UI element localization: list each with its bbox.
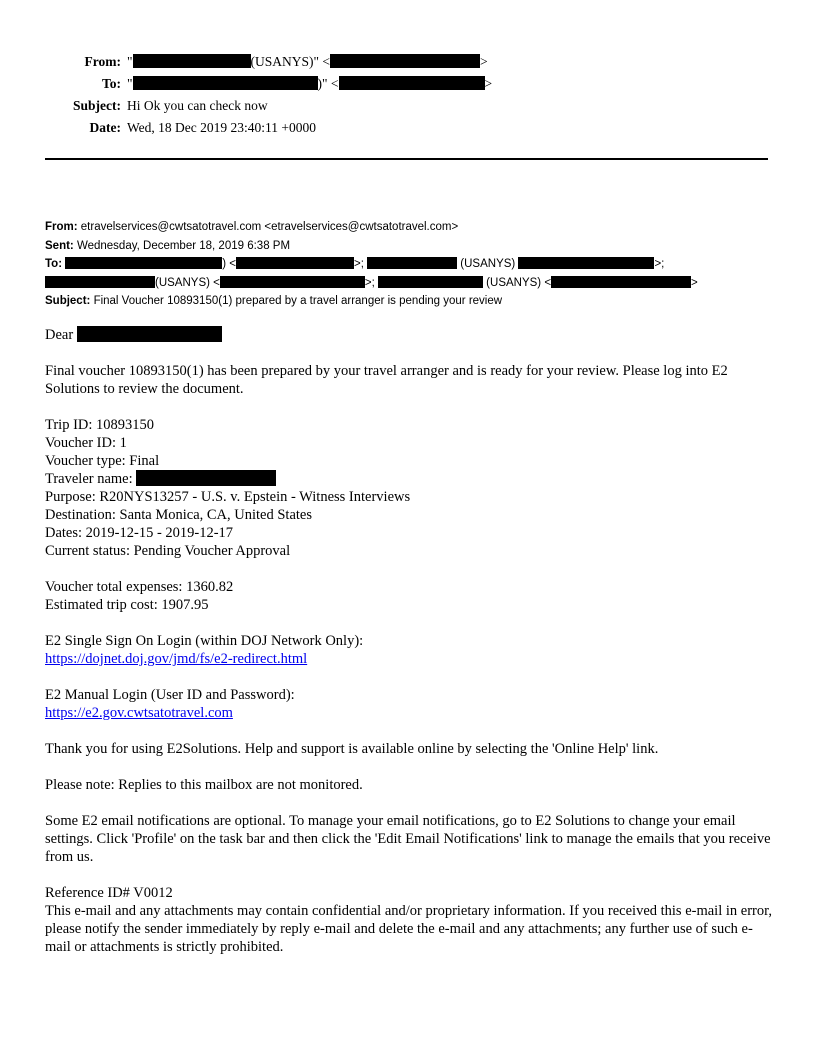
paragraph-spacer [45, 614, 772, 632]
redaction-bar [551, 276, 691, 288]
text-segment: >; [364, 276, 378, 289]
outer-header-field-to [45, 73, 770, 95]
field-label: Sent: [45, 239, 77, 252]
redaction-bar [330, 54, 480, 68]
redaction-bar [236, 257, 354, 269]
reference-id-line: Reference ID# V0012 [45, 885, 173, 901]
header-divider-rule [45, 158, 768, 160]
field-value [127, 73, 492, 95]
field-label: From: [45, 221, 81, 233]
text-segment: > [691, 276, 698, 289]
paragraph-spacer [45, 722, 772, 740]
outer-email-header [45, 51, 770, 139]
text-segment: Wed, 18 Dec 2019 23:40:11 +0000 [127, 120, 316, 135]
forwarded-header-field-sent [45, 237, 772, 256]
text-segment: " [127, 54, 133, 69]
field-label: From: [84, 54, 121, 69]
paragraph-spacer [45, 668, 772, 686]
redaction-bar [45, 276, 155, 288]
sso-login-link[interactable]: https://dojnet.doj.gov/jmd/fs/e2-redirect.html [45, 651, 308, 667]
dates-line: Dates: 2019-12-15 - 2019-12-17 [45, 525, 234, 541]
trip-id-line: Trip ID: 10893150 [45, 417, 155, 433]
purpose-line: Purpose: R20NYS13257 - U.S. v. Epstein - Witness Interviews [45, 489, 411, 505]
manual-login-label: E2 Manual Login (User ID and Password): [45, 687, 295, 703]
redaction-bar [518, 257, 654, 269]
text-segment: (USANYS) < [482, 276, 552, 289]
field-value [127, 117, 316, 139]
paragraph-spacer [45, 866, 772, 884]
email-body [45, 326, 772, 956]
disclaimer-paragraph: This e-mail and any attachments may contain confidential and/or proprietary information. If you received this e-mail in error, please notify the sender immediately by reply e-mail and delete the e-mail and any attachments; any further use of such e-mail or attachments is strictly prohibited. [45, 903, 772, 955]
salutation-line [45, 326, 772, 344]
field-label: Subject: [73, 98, 121, 113]
field-label: Date: [89, 120, 121, 135]
traveler-name-line [45, 470, 772, 488]
field-value [127, 51, 488, 73]
voucher-type-line: Voucher type: Final [45, 453, 160, 469]
text-segment: (USANYS)" < [250, 54, 331, 69]
redaction-bar [65, 257, 222, 269]
voucher-id-line: Voucher ID: 1 [45, 435, 127, 451]
manual-login-link-line [45, 704, 772, 722]
sso-login-link-line [45, 650, 772, 668]
text-segment: >; [353, 258, 368, 270]
redaction-bar [133, 54, 251, 68]
forwarded-header-field-to [45, 255, 772, 292]
paragraph-spacer [45, 398, 772, 416]
redaction-bar [367, 257, 457, 269]
thank-you-paragraph: Thank you for using E2Solutions. Help and support is available online by selecting the 'Online Help' link. [45, 741, 659, 757]
text-segment: Dear [45, 327, 77, 343]
field-label: To: [45, 258, 66, 270]
text-segment: )" < [317, 76, 339, 91]
text-segment: (USANYS) < [155, 276, 220, 289]
text-segment: Final Voucher 10893150(1) prepared by a travel arranger is pending your review [93, 295, 503, 307]
outer-header-field-subject [45, 95, 770, 117]
field-label: Subject: [45, 295, 94, 307]
field-value [127, 95, 268, 117]
voucher-total-line: Voucher total expenses: 1360.82 [45, 579, 234, 595]
text-segment: Hi Ok you can check now [127, 98, 268, 113]
redaction-bar [220, 276, 365, 288]
notifications-paragraph: Some E2 email notifications are optional. To manage your email notifications, go to E2 Solutions to change your email settings. Click 'Profile' on the task bar and then click the 'Edit Email Notifications' link to manage the emails that you receive from us. [45, 813, 771, 865]
redaction-bar [339, 76, 485, 90]
forwarded-header-field-subject [45, 292, 772, 311]
redaction-bar [378, 276, 483, 288]
field-label: To: [101, 76, 121, 91]
intro-paragraph: Final voucher 10893150(1) has been prepared by your travel arranger and is ready for your review. Please log into E2 Solutions to review the document. [45, 363, 728, 397]
text-segment: " [127, 76, 133, 91]
text-segment: Traveler name: [45, 471, 137, 487]
paragraph-spacer [45, 758, 772, 776]
forwarded-email-header [45, 218, 772, 311]
outer-header-field-from [45, 51, 770, 73]
paragraph-spacer [45, 344, 772, 362]
destination-line: Destination: Santa Monica, CA, United States [45, 507, 313, 523]
forwarded-header-field-from [45, 218, 772, 237]
text-segment: >; [654, 258, 665, 270]
text-segment: > [480, 54, 488, 69]
text-segment: ) < [222, 258, 236, 270]
text-segment: (USANYS) [457, 258, 519, 270]
note-paragraph: Please note: Replies to this mailbox are not monitored. [45, 777, 363, 793]
paragraph-spacer [45, 794, 772, 812]
text-segment: > [484, 76, 493, 91]
estimated-cost-line: Estimated trip cost: 1907.95 [45, 597, 209, 613]
current-status-line: Current status: Pending Voucher Approval [45, 543, 291, 559]
sso-login-label: E2 Single Sign On Login (within DOJ Network Only): [45, 633, 364, 649]
text-segment: Wednesday, December 18, 2019 6:38 PM [76, 239, 291, 252]
manual-login-link[interactable]: https://e2.gov.cwtsatotravel.com [45, 705, 233, 721]
redaction-bar [133, 76, 318, 90]
text-segment: etravelservices@cwtsatotravel.com <etravelservices@cwtsatotravel.com> [80, 221, 459, 233]
outer-header-field-date [45, 117, 770, 139]
paragraph-spacer [45, 560, 772, 578]
redaction-bar [77, 326, 222, 341]
redaction-bar [136, 470, 276, 485]
